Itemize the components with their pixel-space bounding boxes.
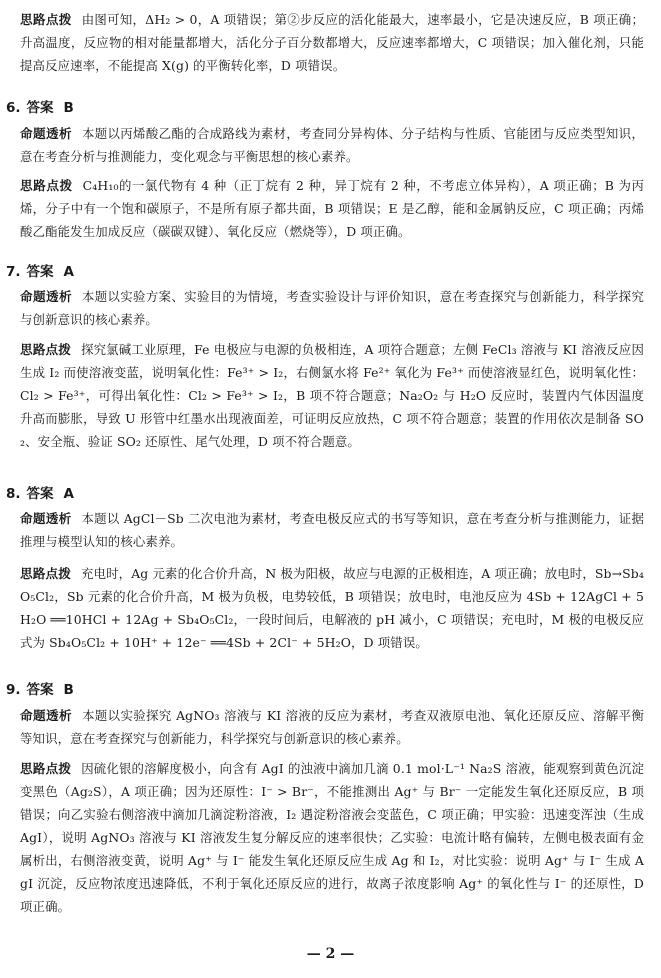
- page-number: — 2 —: [306, 946, 355, 962]
- q7-analysis: [20, 285, 644, 331]
- q7-analysis-text: 本题以实验方案、实验目的为情境，考查实验设计与评价知识，意在考查探究与创新能力，科学探究与创新意识的核心素养。: [20, 289, 644, 327]
- q9-analysis: [20, 704, 644, 750]
- q8-analysis: [20, 507, 644, 553]
- q6-answer-value: B: [63, 100, 74, 116]
- q7-number: 7.: [6, 264, 21, 280]
- q6-analysis-text: 本题以丙烯酸乙酯的合成路线为素材，考查同分异构体、分子结构与性质、官能团与反应类型知识，意在考查分析与推测能力，变化观念与平衡思想的核心素养。: [20, 126, 644, 164]
- q9-hint-tag: 思路点拨: [20, 761, 72, 776]
- q7-hint-text: 探究氯碱工业原理，Fe 电极应与电源的负极相连，A 项符合题意；左侧 FeCl₃ 溶液与 KI 溶液反应因生成 I₂ 而使溶液变蓝，说明氧化性：Fe³⁺ > I₂，右侧氯水将 Fe²⁺ 氧化为 Fe³⁺ 而使溶液显红色，说明氧化性：Cl₂ > Fe³⁺，可得出氧化性：Cl₂ > Fe³⁺ > I₂，B 项不符合题意；Na₂O₂ 与 H₂O 反应时，装置内气体因温度升高而膨胀，导致 U 形管中红墨水出现液面差，可证明反应放热，C 项不符合题意；装置的作用依次是制备 SO₂、安全瓶、验证 SO₂ 还原性、尾气处理，D 项不符合题意。: [20, 342, 644, 449]
- q5-hint-tag: 思路点拨: [20, 12, 72, 27]
- q7-answer-value: A: [63, 264, 74, 280]
- q5-hint: [20, 8, 644, 77]
- q7-hint-tag: 思路点拨: [20, 342, 72, 357]
- q9-hint: [20, 757, 644, 918]
- q6-hint-tag: 思路点拨: [20, 178, 73, 193]
- q7-hint: [20, 338, 644, 453]
- q8-number: 8.: [6, 486, 21, 502]
- q9-answer-value: B: [63, 682, 74, 698]
- q6-analysis: [20, 122, 644, 168]
- q9-analysis-tag: 命题透析: [20, 708, 73, 723]
- q8-hint-tag: 思路点拨: [20, 566, 72, 581]
- q8-analysis-tag: 命题透析: [20, 511, 72, 526]
- q8-hint-text: 充电时，Ag 元素的化合价升高，N 极为阳极，故应与电源的正极相连，A 项正确；放电时，Sb→Sb₄O₅Cl₂，Sb 元素的化合价升高，M 极为负极，电势较低，B 项错误；放电时，电池反应为 4Sb + 12AgCl + 5H₂O ══10HCl + 12Ag + Sb₄O₅Cl₂，一段时间后，电解液的 pH 减小，C 项错误；充电时，M 极的电极反应式为 Sb₄O₅Cl₂ + 10H⁺ + 12e⁻ ══4Sb + 2Cl⁻ + 5H₂O，D 项错误。: [20, 566, 644, 650]
- q7-answer-label: 答案: [26, 264, 54, 280]
- q8-answer-value: A: [63, 486, 74, 502]
- q9-analysis-text: 本题以实验探究 AgNO₃ 溶液与 KI 溶液的反应为素材，考查双液原电池、氧化还原反应、溶解平衡等知识，意在考查探究与创新能力，科学探究与创新意识的核心素养。: [20, 708, 644, 746]
- q8-answer: [6, 484, 74, 504]
- q9-number: 9.: [6, 682, 21, 698]
- q9-hint-text: 因硫化银的溶解度极小，向含有 AgI 的浊液中滴加几滴 0.1 mol·L⁻¹ Na₂S 溶液，能观察到黄色沉淀变黑色（Ag₂S），A 项正确；因为还原性：I⁻ > Br⁻，不能推测出 Ag⁺ 与 Br⁻ 一定能发生氧化还原反应，B 项错误；向乙实验右侧溶液中滴加几滴淀粉溶液，I₂ 遇淀粉溶液会变蓝色，C 项正确；甲实验：迅速变浑浊（生成 AgI），说明 AgNO₃ 溶液与 KI 溶液发生复分解反应的速率很快；乙实验：电流计略有偏转，左侧电极表面有金属析出，右侧溶液变黄，说明 Ag⁺ 与 I⁻ 能发生氧化还原反应生成 Ag 和 I₂，对比实验：说明 Ag⁺ 与 I⁻ 生成 AgI 沉淀，反应物浓度迅速降低，不利于氧化还原反应的进行，故离子浓度影响 Ag⁺ 的氧化性与 I⁻ 的还原性，D 项正确。: [20, 761, 644, 914]
- q6-hint: [20, 174, 644, 243]
- q5-hint-text: 由图可知，ΔH₂ > 0，A 项错误；第②步反应的活化能最大，速率最小，它是决速反应，B 项正确；升高温度，反应物的相对能量都增大，活化分子百分数都增大，反应速率都增大，C 项错误；加入催化剂，只能提高反应速率，不能提高 X(g) 的平衡转化率，D 项错误。: [20, 12, 644, 73]
- q8-hint: [20, 562, 644, 654]
- q6-hint-text: C₄H₁₀的一氯代物有 4 种（正丁烷有 2 种，异丁烷有 2 种，不考虑立体异构），A 项正确；B 为丙烯，分子中有一个饱和碳原子，不是所有原子都共面，B 项错误；E 是乙醇，能和金属钠反应，C 项正确；丙烯酸乙酯能发生加成反应（碳碳双键）、氧化反应（燃烧等），D 项正确。: [20, 178, 644, 239]
- q8-answer-label: 答案: [26, 486, 54, 502]
- q7-analysis-tag: 命题透析: [20, 289, 72, 304]
- q6-answer: [6, 98, 74, 118]
- q6-number: 6.: [6, 100, 21, 116]
- q7-answer: [6, 262, 74, 282]
- q6-answer-label: 答案: [26, 100, 54, 116]
- q6-analysis-tag: 命题透析: [20, 126, 72, 141]
- q9-answer: [6, 680, 74, 700]
- q9-answer-label: 答案: [26, 682, 54, 698]
- q8-analysis-text: 本题以 AgCl－Sb 二次电池为素材，考查电极反应式的书写等知识，意在考查分析与推测能力，证据推理与模型认知的核心素养。: [20, 511, 644, 549]
